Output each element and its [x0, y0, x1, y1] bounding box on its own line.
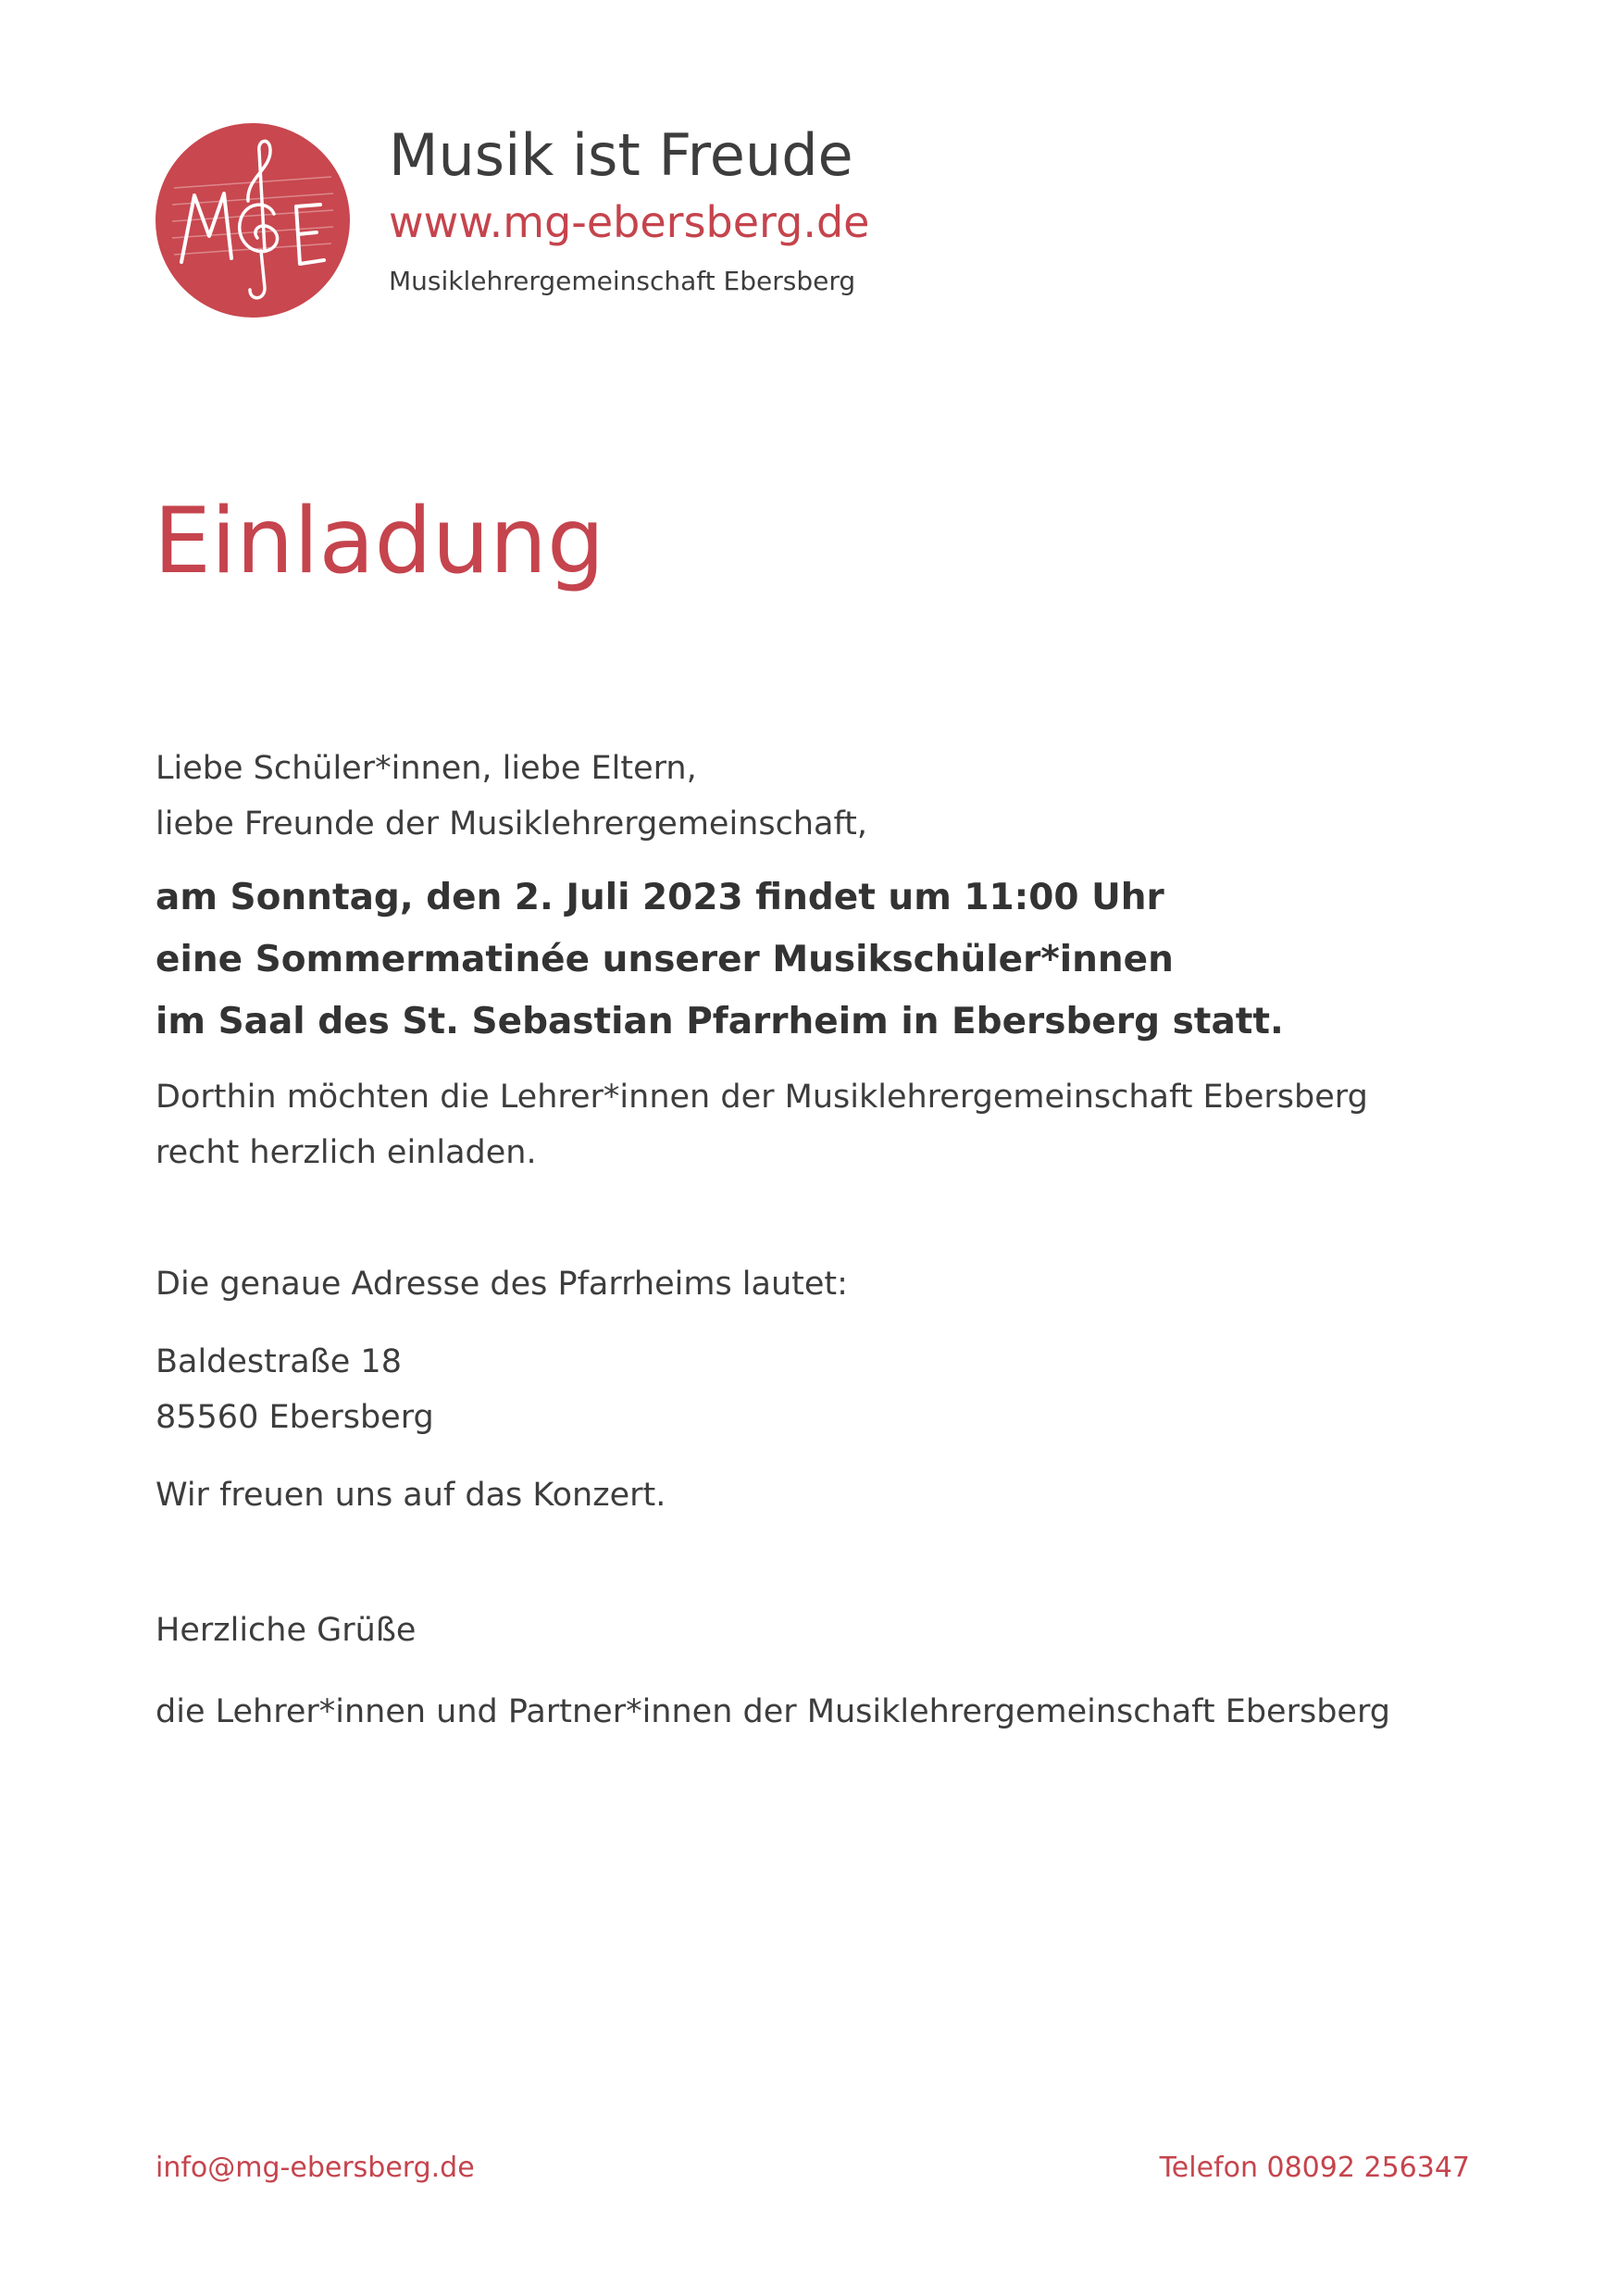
address-city: 85560 Ebersberg	[156, 1399, 434, 1436]
website-link[interactable]: www.mg-ebersberg.de	[389, 197, 870, 247]
page-title: Einladung	[154, 489, 605, 594]
brand-title: Musik ist Freude	[389, 121, 853, 189]
address-street: Baldestraße 18	[156, 1343, 402, 1380]
greeting-line: liebe Freunde der Musiklehrergemeinschaft,	[156, 805, 868, 842]
letter-body	[156, 741, 1470, 1740]
closing-greeting: Herzliche Grüße	[156, 1612, 417, 1649]
invitation-line: Dorthin möchten die Lehrer*innen der Musiklehrergemeinschaft Ebersberg	[156, 1079, 1368, 1116]
address-intro: Die genaue Adresse des Pfarrheims lautet:	[156, 1266, 848, 1303]
invitation-line: recht herzlich einladen.	[156, 1134, 537, 1171]
announcement-line: eine Sommermatinée unserer Musikschüler*innen	[156, 939, 1174, 980]
brand-block	[389, 119, 869, 300]
mge-logo-icon	[156, 123, 350, 318]
signature: die Lehrer*innen und Partner*innen der Musiklehrergemeinschaft Ebersberg	[156, 1693, 1390, 1730]
greeting-line: Liebe Schüler*innen, liebe Eltern,	[156, 750, 697, 787]
looking-forward-text: Wir freuen uns auf das Konzert.	[156, 1477, 666, 1514]
announcement-line: im Saal des St. Sebastian Pfarrheim in Ebersberg statt.	[156, 1001, 1284, 1042]
announcement-line: am Sonntag, den 2. Juli 2023 findet um 11:00 Uhr	[156, 877, 1164, 918]
logo	[156, 123, 350, 318]
brand-subtitle: Musiklehrergemeinschaft Ebersberg	[389, 266, 856, 296]
footer-phone: Telefon 08092 256347	[1159, 2152, 1470, 2184]
footer-email-link[interactable]: info@mg-ebersberg.de	[156, 2152, 475, 2184]
